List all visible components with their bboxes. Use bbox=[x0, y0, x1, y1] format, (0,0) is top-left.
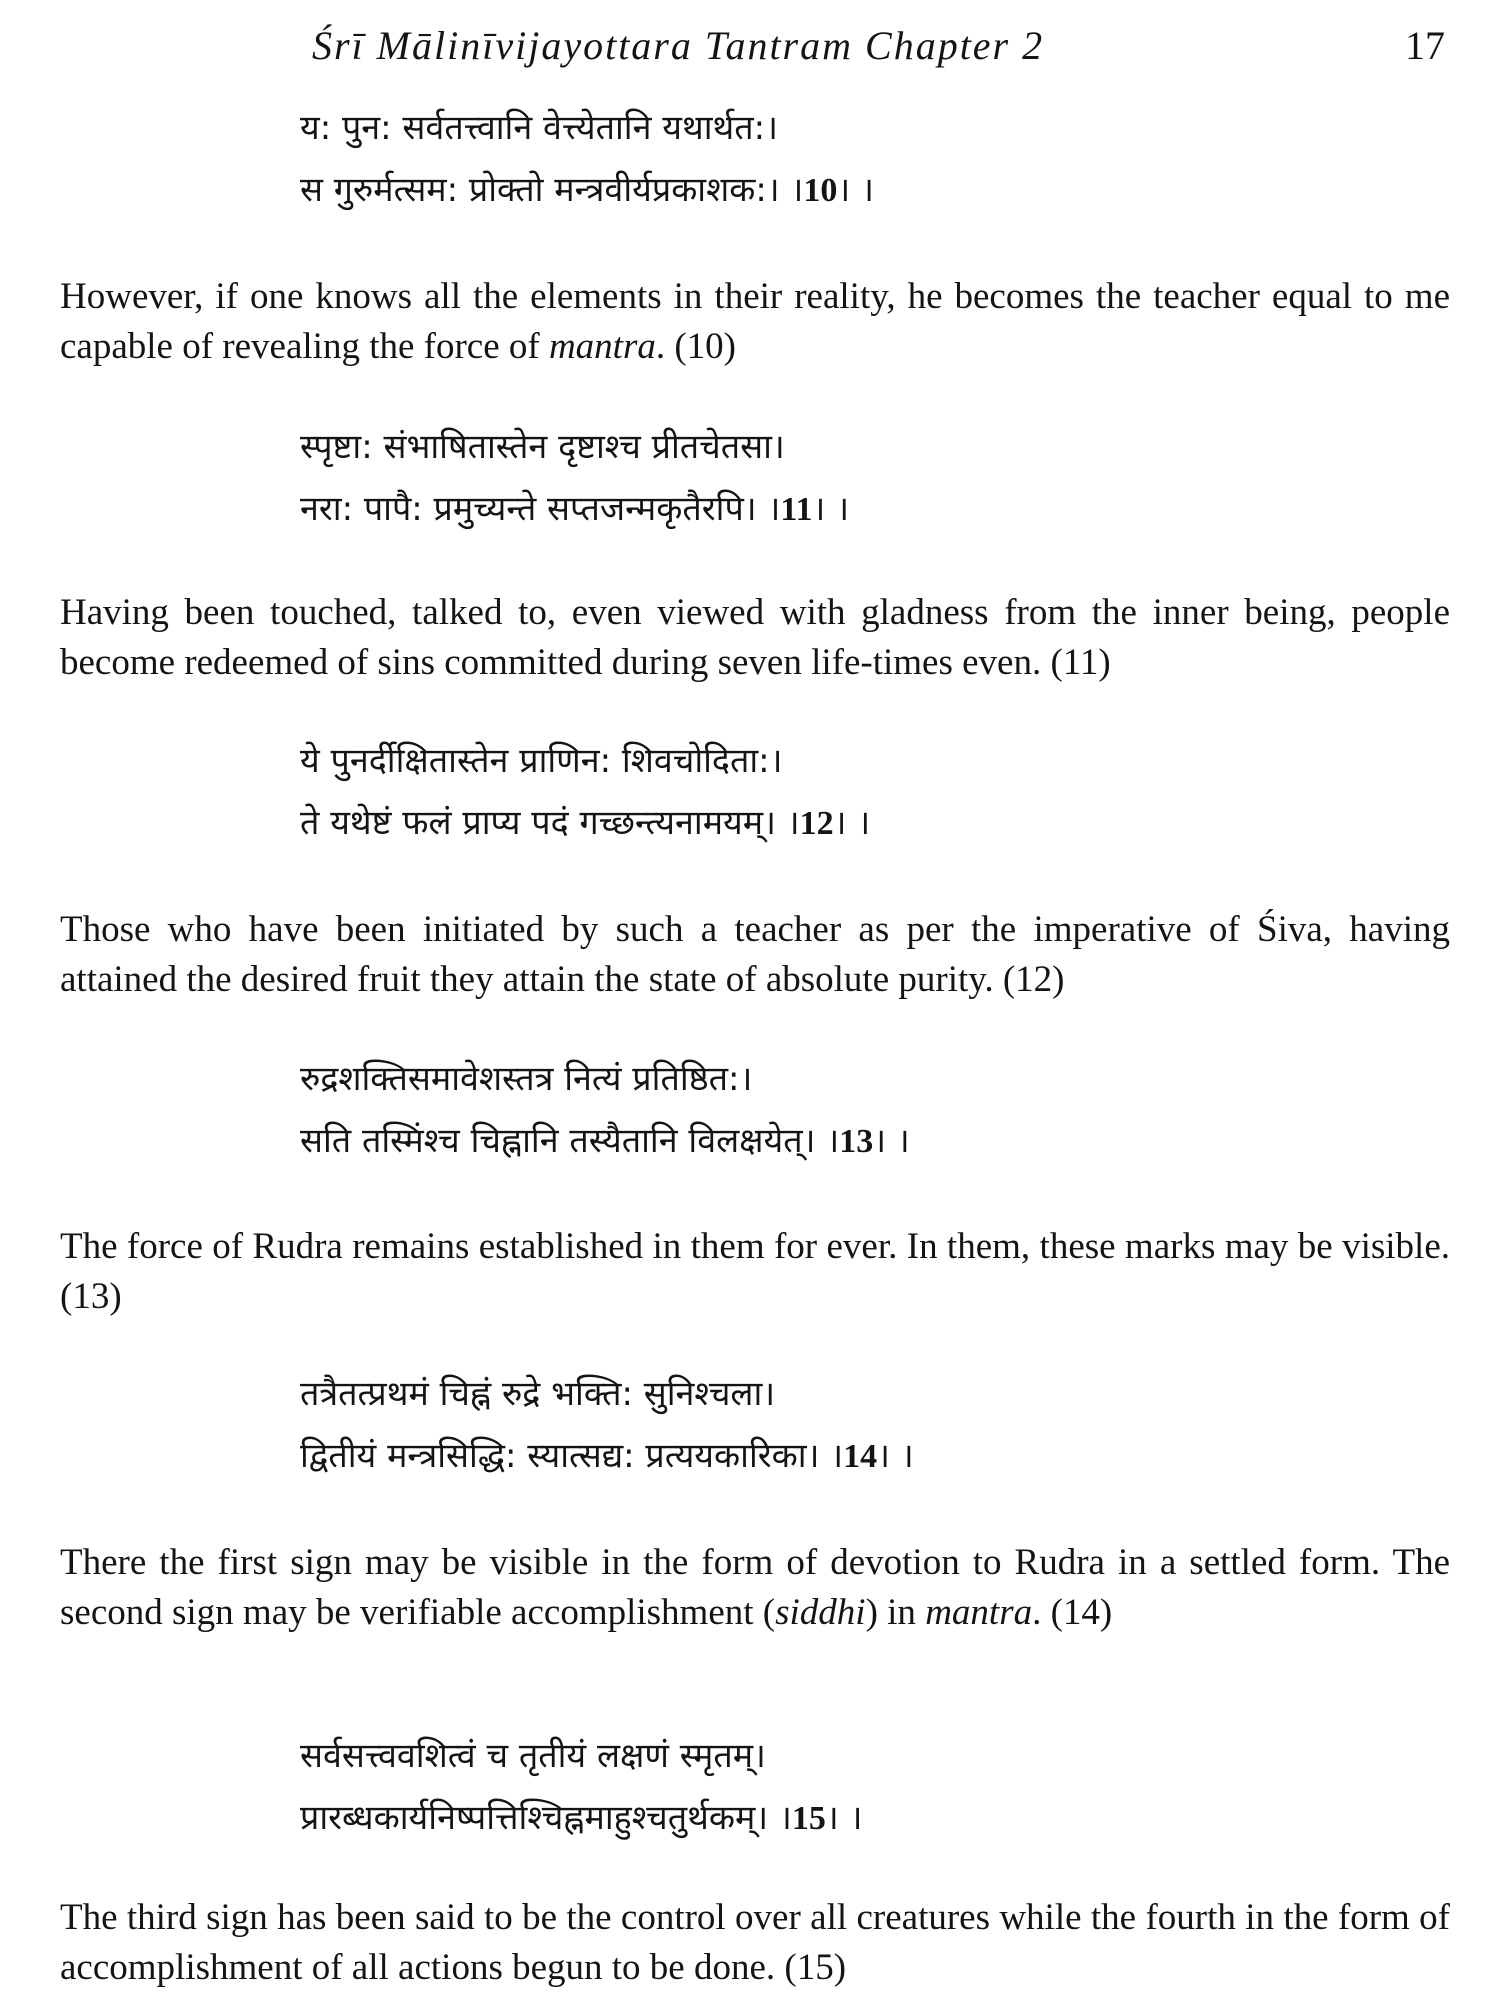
verse-end-mark: । । bbox=[837, 170, 874, 210]
english-translation: There the first sign may be visible in the form of devotion to Rudra in a settled form. The second sign may be verifiable accomplishment (siddhi) in mantra. (14) bbox=[60, 1542, 1450, 1633]
sanskrit-verse bbox=[300, 1363, 1450, 1487]
page-header bbox=[0, 22, 1500, 82]
verse-line bbox=[300, 1787, 1450, 1849]
verse-text: द्वितीयं मन्त्रसिद्धि: स्यात्सद्य: प्रत्ययकारिका। । bbox=[300, 1436, 844, 1476]
verse-text: सति तस्मिंश्च चिह्नानि तस्यैतानि विलक्षयेत्। । bbox=[300, 1121, 840, 1161]
verse-line bbox=[300, 159, 1450, 221]
sanskrit-verse bbox=[300, 416, 1450, 540]
verse-text: प्रारब्धकार्यनिष्पत्तिश्चिह्नमाहुश्चतुर्थकम्। । bbox=[300, 1798, 792, 1838]
page-number: 17 bbox=[1405, 23, 1445, 68]
verse-end-mark: । । bbox=[873, 1121, 910, 1161]
sanskrit-verse bbox=[300, 1725, 1450, 1849]
verse-end-mark: । । bbox=[812, 489, 850, 529]
verse-number: 14 bbox=[843, 1438, 878, 1475]
english-translation: Having been touched, talked to, even viewed with gladness from the inner being, people become redeemed of sins committed during seven life-times even. (11) bbox=[60, 592, 1450, 683]
verse-number: 15 bbox=[791, 1800, 826, 1837]
verse-number: 12 bbox=[799, 805, 834, 842]
verse-number: 13 bbox=[839, 1123, 874, 1160]
verse-number: 11 bbox=[780, 491, 813, 528]
sanskrit-verse bbox=[300, 97, 1450, 221]
sanskrit-verse bbox=[300, 730, 1450, 854]
verse-line: ये पुनर्दीक्षितास्तेन प्राणिन: शिवचोदिता:। bbox=[300, 741, 783, 781]
verse-line bbox=[300, 792, 1450, 854]
verse-line: तत्रैतत्प्रथमं चिह्नं रुद्रे भक्ति: सुनिश्चला। bbox=[300, 1374, 776, 1414]
verse-number: 10 bbox=[803, 172, 838, 209]
verse-line bbox=[300, 1425, 1450, 1487]
verse-line: स्पृष्टा: संभाषितास्तेन दृष्टाश्च प्रीतचेतसा। bbox=[300, 427, 785, 467]
verse-line: य: पुन: सर्वतत्त्वानि वेत्त्येतानि यथार्थत:। bbox=[300, 108, 778, 148]
verse-text: नरा: पापै: प्रमुच्यन्ते सप्तजन्मकृतैरपि। । bbox=[300, 489, 781, 529]
verse-line bbox=[300, 478, 1450, 540]
verse-end-mark: । । bbox=[833, 803, 871, 843]
english-translation: The force of Rudra remains established in them for ever. In them, these marks may be visible. (13) bbox=[60, 1226, 1450, 1317]
verse-line: सर्वसत्त्ववशित्वं च तृतीयं लक्षणं स्मृतम्। bbox=[300, 1736, 766, 1776]
verse-end-mark: । । bbox=[825, 1798, 863, 1838]
english-translation: Those who have been initiated by such a teacher as per the imperative of Śiva, having attained the desired fruit they attain the state of absolute purity. (12) bbox=[60, 909, 1450, 1000]
running-title: Śrī Mālinīvijayottara Tantram Chapter 2 bbox=[312, 23, 1045, 68]
verse-end-mark: । । bbox=[877, 1436, 914, 1476]
english-translation: The third sign has been said to be the control over all creatures while the fourth in the form of accomplishment of all actions begun to be done. (15) bbox=[60, 1897, 1450, 1988]
verse-text: ते यथेष्टं फलं प्राप्य पदं गच्छन्त्यनामयम्। । bbox=[300, 803, 800, 843]
verse-line bbox=[300, 1110, 1450, 1172]
sanskrit-verse bbox=[300, 1048, 1450, 1172]
verse-line: रुद्रशक्तिसमावेशस्तत्र नित्यं प्रतिष्ठित:। bbox=[300, 1059, 753, 1099]
verse-text: स गुरुर्मत्सम: प्रोक्तो मन्त्रवीर्यप्रकाशक:। । bbox=[300, 170, 804, 210]
english-translation: However, if one knows all the elements in their reality, he becomes the teacher equal to me capable of revealing the force of mantra. (10) bbox=[60, 276, 1450, 367]
